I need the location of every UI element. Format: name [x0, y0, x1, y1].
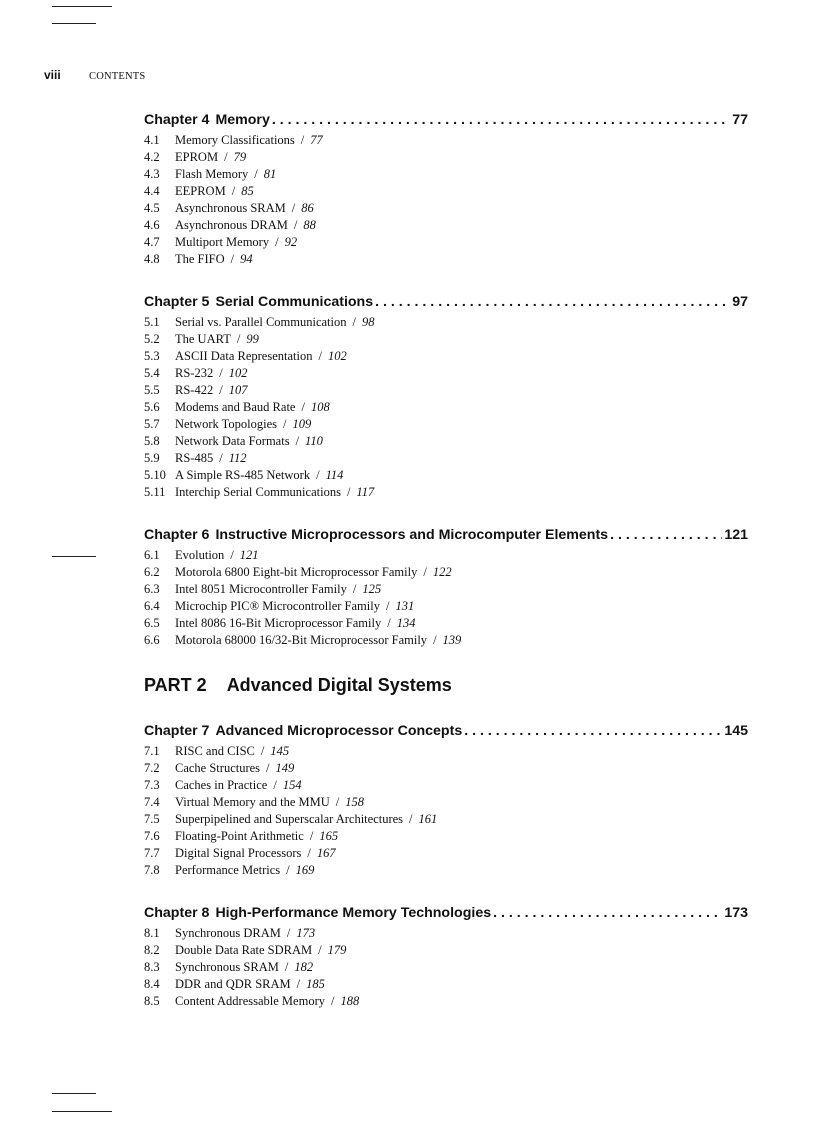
section-number: 5.6 — [144, 400, 160, 414]
dot-leader — [272, 112, 730, 128]
section-number: 6.4 — [144, 599, 160, 613]
part-label: PART 2 — [144, 675, 207, 695]
section-title: RISC and CISC — [175, 744, 255, 758]
section-title: A Simple RS-485 Network — [175, 468, 311, 482]
section-page: 102 — [327, 349, 347, 363]
section-title: EEPROM — [175, 184, 226, 198]
page-separator: / — [330, 994, 335, 1008]
section-page: 102 — [228, 366, 248, 380]
section-title: DDR and QDR SRAM — [175, 977, 291, 991]
chapter-page: 97 — [732, 294, 748, 310]
page-separator: / — [286, 926, 291, 940]
section-title: EPROM — [175, 150, 219, 164]
table-of-contents — [144, 112, 748, 1036]
section-number: 8.4 — [144, 977, 160, 991]
section-number: 7.5 — [144, 812, 160, 826]
section-entry[interactable] — [144, 794, 748, 811]
section-entry[interactable] — [144, 484, 748, 501]
running-header — [44, 68, 145, 86]
section-entry[interactable] — [144, 217, 748, 234]
page-separator: / — [260, 744, 265, 758]
page-separator: / — [231, 184, 236, 198]
section-entry[interactable] — [144, 547, 748, 564]
section-entry[interactable] — [144, 976, 748, 993]
section-page: 85 — [241, 184, 254, 198]
page-separator: / — [293, 218, 298, 232]
dot-leader — [464, 723, 722, 739]
section-entry[interactable] — [144, 149, 748, 166]
chapter-title: High-Performance Memory Technologies — [215, 905, 492, 921]
section-number: 7.6 — [144, 829, 160, 843]
chapter-heading[interactable] — [144, 723, 748, 743]
section-entry[interactable] — [144, 811, 748, 828]
page-separator: / — [219, 451, 223, 465]
section-page: 79 — [233, 150, 247, 164]
section-entry[interactable] — [144, 760, 748, 777]
section-page: 86 — [301, 201, 314, 215]
section-entry[interactable] — [144, 467, 748, 484]
section-title: Motorola 68000 16/32-Bit Microprocessor Family — [175, 633, 428, 647]
section-page: 121 — [239, 548, 259, 562]
section-page: 110 — [305, 434, 323, 448]
page-separator: / — [236, 332, 241, 346]
page-separator: / — [307, 846, 311, 860]
chapter-label: Chapter 6 — [144, 527, 210, 543]
chapter-title: Serial Communications — [215, 294, 374, 310]
section-page: 167 — [316, 846, 336, 860]
section-page: 94 — [240, 252, 253, 266]
section-entry[interactable] — [144, 166, 748, 183]
page-separator: / — [273, 778, 277, 792]
section-number: 4.3 — [144, 167, 160, 181]
page-separator: / — [295, 434, 300, 448]
section-entry[interactable] — [144, 200, 748, 217]
section-number: 5.4 — [144, 366, 160, 380]
section-title: Asynchronous DRAM — [175, 218, 288, 232]
page-separator: / — [224, 150, 228, 164]
section-entry[interactable] — [144, 234, 748, 251]
section-page: 99 — [246, 332, 259, 346]
section-page: 154 — [282, 778, 302, 792]
section-page: 134 — [396, 616, 416, 630]
section-list — [144, 743, 748, 879]
page-separator: / — [318, 349, 322, 363]
crop-mark-bottom-short — [52, 1093, 96, 1094]
section-title: Evolution — [175, 548, 225, 562]
section-title: RS-232 — [175, 366, 214, 380]
section-number: 7.7 — [144, 846, 160, 860]
page-separator: / — [284, 960, 289, 974]
page-separator: / — [219, 383, 223, 397]
chapter-page: 145 — [724, 723, 748, 739]
section-list — [144, 132, 748, 268]
section-title: ASCII Data Representation — [175, 349, 313, 363]
section-list — [144, 925, 748, 1010]
section-number: 8.1 — [144, 926, 160, 940]
section-number: 5.2 — [144, 332, 160, 346]
section-page: 109 — [292, 417, 312, 431]
section-number: 7.2 — [144, 761, 160, 775]
section-title: The FIFO — [175, 252, 225, 266]
section-title: Performance Metrics — [175, 863, 281, 877]
section-title: Microchip PIC® Microcontroller Family — [175, 599, 380, 613]
section-entry[interactable] — [144, 433, 748, 450]
section-entry[interactable] — [144, 331, 748, 348]
section-entry[interactable] — [144, 993, 748, 1010]
chapter-page: 173 — [724, 905, 748, 921]
dot-leader — [375, 294, 730, 310]
section-title: Motorola 6800 Eight-bit Microprocessor Family — [175, 565, 418, 579]
section-list — [144, 547, 748, 649]
page-separator: / — [316, 468, 320, 482]
section-number: 7.1 — [144, 744, 160, 758]
section-title: Multiport Memory — [175, 235, 270, 249]
section-entry[interactable] — [144, 845, 748, 862]
page-separator: / — [219, 366, 223, 380]
section-number: 5.3 — [144, 349, 160, 363]
section-number: 8.2 — [144, 943, 160, 957]
section-page: 158 — [345, 795, 365, 809]
section-number: 7.4 — [144, 795, 160, 809]
section-page: 81 — [263, 167, 277, 181]
chapter-label: Chapter 4 — [144, 112, 210, 128]
page-number: viii — [44, 68, 61, 82]
section-title: Memory Classifications — [175, 133, 295, 147]
section-entry[interactable] — [144, 862, 748, 879]
page-separator: / — [335, 795, 340, 809]
chapter-label: Chapter 5 — [144, 294, 210, 310]
section-entry[interactable] — [144, 416, 748, 433]
section-page: 145 — [270, 744, 290, 758]
section-number: 5.11 — [144, 485, 166, 499]
section-entry[interactable] — [144, 132, 748, 149]
section-entry[interactable] — [144, 598, 748, 615]
section-entry[interactable] — [144, 632, 748, 649]
section-entry[interactable] — [144, 399, 748, 416]
section-number: 8.3 — [144, 960, 160, 974]
page-separator: / — [409, 812, 413, 826]
page-separator: / — [309, 829, 314, 843]
page-separator: / — [385, 599, 390, 613]
section-page: 185 — [306, 977, 325, 991]
crop-mark-top-short — [52, 23, 96, 24]
chapter-page: 121 — [724, 527, 748, 543]
section-entry[interactable] — [144, 925, 748, 942]
section-entry[interactable] — [144, 348, 748, 365]
section-title: Flash Memory — [175, 167, 249, 181]
section-page: 139 — [442, 633, 462, 647]
section-entry[interactable] — [144, 450, 748, 467]
page-separator: / — [318, 943, 322, 957]
section-entry[interactable] — [144, 382, 748, 399]
page-separator: / — [230, 252, 235, 266]
section-page: 173 — [296, 926, 316, 940]
chapter-title: Memory — [215, 112, 270, 128]
section-entry[interactable] — [144, 251, 748, 268]
section-page: 131 — [395, 599, 415, 613]
section-title: Caches in Practice — [175, 778, 268, 792]
section-page: 179 — [327, 943, 347, 957]
chapter-heading[interactable] — [144, 112, 748, 132]
section-number: 6.2 — [144, 565, 160, 579]
chapter-heading[interactable] — [144, 527, 748, 547]
chapter-label: Chapter 7 — [144, 723, 210, 739]
section-entry[interactable] — [144, 828, 748, 845]
page-separator: / — [301, 400, 305, 414]
page-separator: / — [254, 167, 258, 181]
section-number: 6.6 — [144, 633, 160, 647]
section-title: Virtual Memory and the MMU — [175, 795, 330, 809]
part-heading — [144, 675, 748, 699]
section-entry[interactable] — [144, 183, 748, 200]
chapter-title: Instructive Microprocessors and Microcomputer Elements — [215, 527, 609, 543]
page-separator: / — [352, 582, 357, 596]
section-page: 98 — [361, 315, 375, 329]
chapter-entry — [144, 294, 748, 501]
section-entry[interactable] — [144, 365, 748, 382]
page-separator: / — [296, 977, 301, 991]
page-separator: / — [275, 235, 279, 249]
page-separator: / — [387, 616, 391, 630]
section-number: 6.3 — [144, 582, 160, 596]
page-separator: / — [291, 201, 296, 215]
section-number: 4.5 — [144, 201, 160, 215]
running-title: CONTENTS — [89, 71, 146, 82]
section-number: 6.1 — [144, 548, 160, 562]
section-title: Serial vs. Parallel Communication — [175, 315, 347, 329]
section-number: 4.8 — [144, 252, 160, 266]
section-title: Cache Structures — [175, 761, 261, 775]
section-number: 5.10 — [144, 468, 166, 482]
section-page: 125 — [362, 582, 382, 596]
page-separator: / — [300, 133, 305, 147]
section-title: Network Data Formats — [175, 434, 290, 448]
section-page: 117 — [356, 485, 375, 499]
section-title: Network Topologies — [175, 417, 278, 431]
section-page: 122 — [432, 565, 452, 579]
section-page: 161 — [418, 812, 438, 826]
crop-mark-middle — [52, 556, 96, 557]
section-page: 188 — [340, 994, 360, 1008]
section-title: Content Addressable Memory — [175, 994, 325, 1008]
section-number: 4.6 — [144, 218, 160, 232]
section-entry[interactable] — [144, 942, 748, 959]
section-page: 108 — [310, 400, 330, 414]
section-number: 8.5 — [144, 994, 160, 1008]
chapter-title: Advanced Microprocessor Concepts — [215, 723, 463, 739]
section-entry[interactable] — [144, 615, 748, 632]
section-page: 165 — [319, 829, 339, 843]
section-number: 4.2 — [144, 150, 160, 164]
section-page: 88 — [303, 218, 316, 232]
page-separator: / — [352, 315, 356, 329]
chapter-page: 77 — [732, 112, 748, 128]
section-title: Digital Signal Processors — [175, 846, 302, 860]
section-title: Floating-Point Arithmetic — [175, 829, 304, 843]
section-entry[interactable] — [144, 564, 748, 581]
section-title: Modems and Baud Rate — [175, 400, 296, 414]
section-page: 169 — [295, 863, 315, 877]
section-title: Double Data Rate SDRAM — [175, 943, 313, 957]
section-number: 5.9 — [144, 451, 160, 465]
section-number: 5.8 — [144, 434, 160, 448]
crop-mark-bottom-long — [52, 1111, 112, 1112]
section-number: 4.7 — [144, 235, 160, 249]
section-page: 112 — [228, 451, 247, 465]
section-page: 182 — [294, 960, 314, 974]
section-number: 5.1 — [144, 315, 160, 329]
page-separator: / — [286, 863, 290, 877]
dot-leader — [493, 905, 722, 921]
section-title: RS-422 — [175, 383, 214, 397]
section-number: 5.5 — [144, 383, 160, 397]
chapter-heading[interactable] — [144, 905, 748, 925]
chapter-entry — [144, 905, 748, 1010]
section-page: 107 — [228, 383, 248, 397]
section-number: 4.1 — [144, 133, 160, 147]
section-page: 77 — [310, 133, 323, 147]
chapter-entry — [144, 112, 748, 268]
section-number: 5.7 — [144, 417, 160, 431]
section-list — [144, 314, 748, 501]
section-entry[interactable] — [144, 743, 748, 760]
section-entry[interactable] — [144, 777, 748, 794]
chapter-entry — [144, 527, 748, 649]
chapter-group-part-2 — [144, 723, 748, 1010]
section-title: Synchronous SRAM — [175, 960, 279, 974]
section-page: 149 — [275, 761, 295, 775]
section-title: Interchip Serial Communications — [175, 485, 341, 499]
section-title: Asynchronous SRAM — [175, 201, 286, 215]
section-number: 6.5 — [144, 616, 160, 630]
section-number: 4.4 — [144, 184, 160, 198]
chapter-group-part-1 — [144, 112, 748, 649]
section-entry[interactable] — [144, 314, 748, 331]
section-title: Synchronous DRAM — [175, 926, 281, 940]
chapter-entry — [144, 723, 748, 879]
section-title: Superpipelined and Superscalar Architectures — [175, 812, 404, 826]
chapter-heading[interactable] — [144, 294, 748, 314]
section-title: RS-485 — [175, 451, 214, 465]
section-title: Intel 8086 16-Bit Microprocessor Family — [175, 616, 382, 630]
page-separator: / — [230, 548, 234, 562]
section-entry[interactable] — [144, 581, 748, 598]
section-title: The UART — [175, 332, 231, 346]
page-separator: / — [266, 761, 270, 775]
section-number: 7.3 — [144, 778, 160, 792]
part-title: Advanced Digital Systems — [226, 675, 452, 695]
page-separator: / — [423, 565, 427, 579]
crop-mark-top-long — [52, 6, 112, 7]
page-separator: / — [346, 485, 351, 499]
section-page: 114 — [325, 468, 344, 482]
dot-leader — [610, 527, 722, 543]
section-entry[interactable] — [144, 959, 748, 976]
page-separator: / — [283, 417, 287, 431]
section-page: 92 — [284, 235, 298, 249]
section-title: Intel 8051 Microcontroller Family — [175, 582, 347, 596]
chapter-label: Chapter 8 — [144, 905, 210, 921]
page-separator: / — [433, 633, 437, 647]
section-number: 7.8 — [144, 863, 160, 877]
